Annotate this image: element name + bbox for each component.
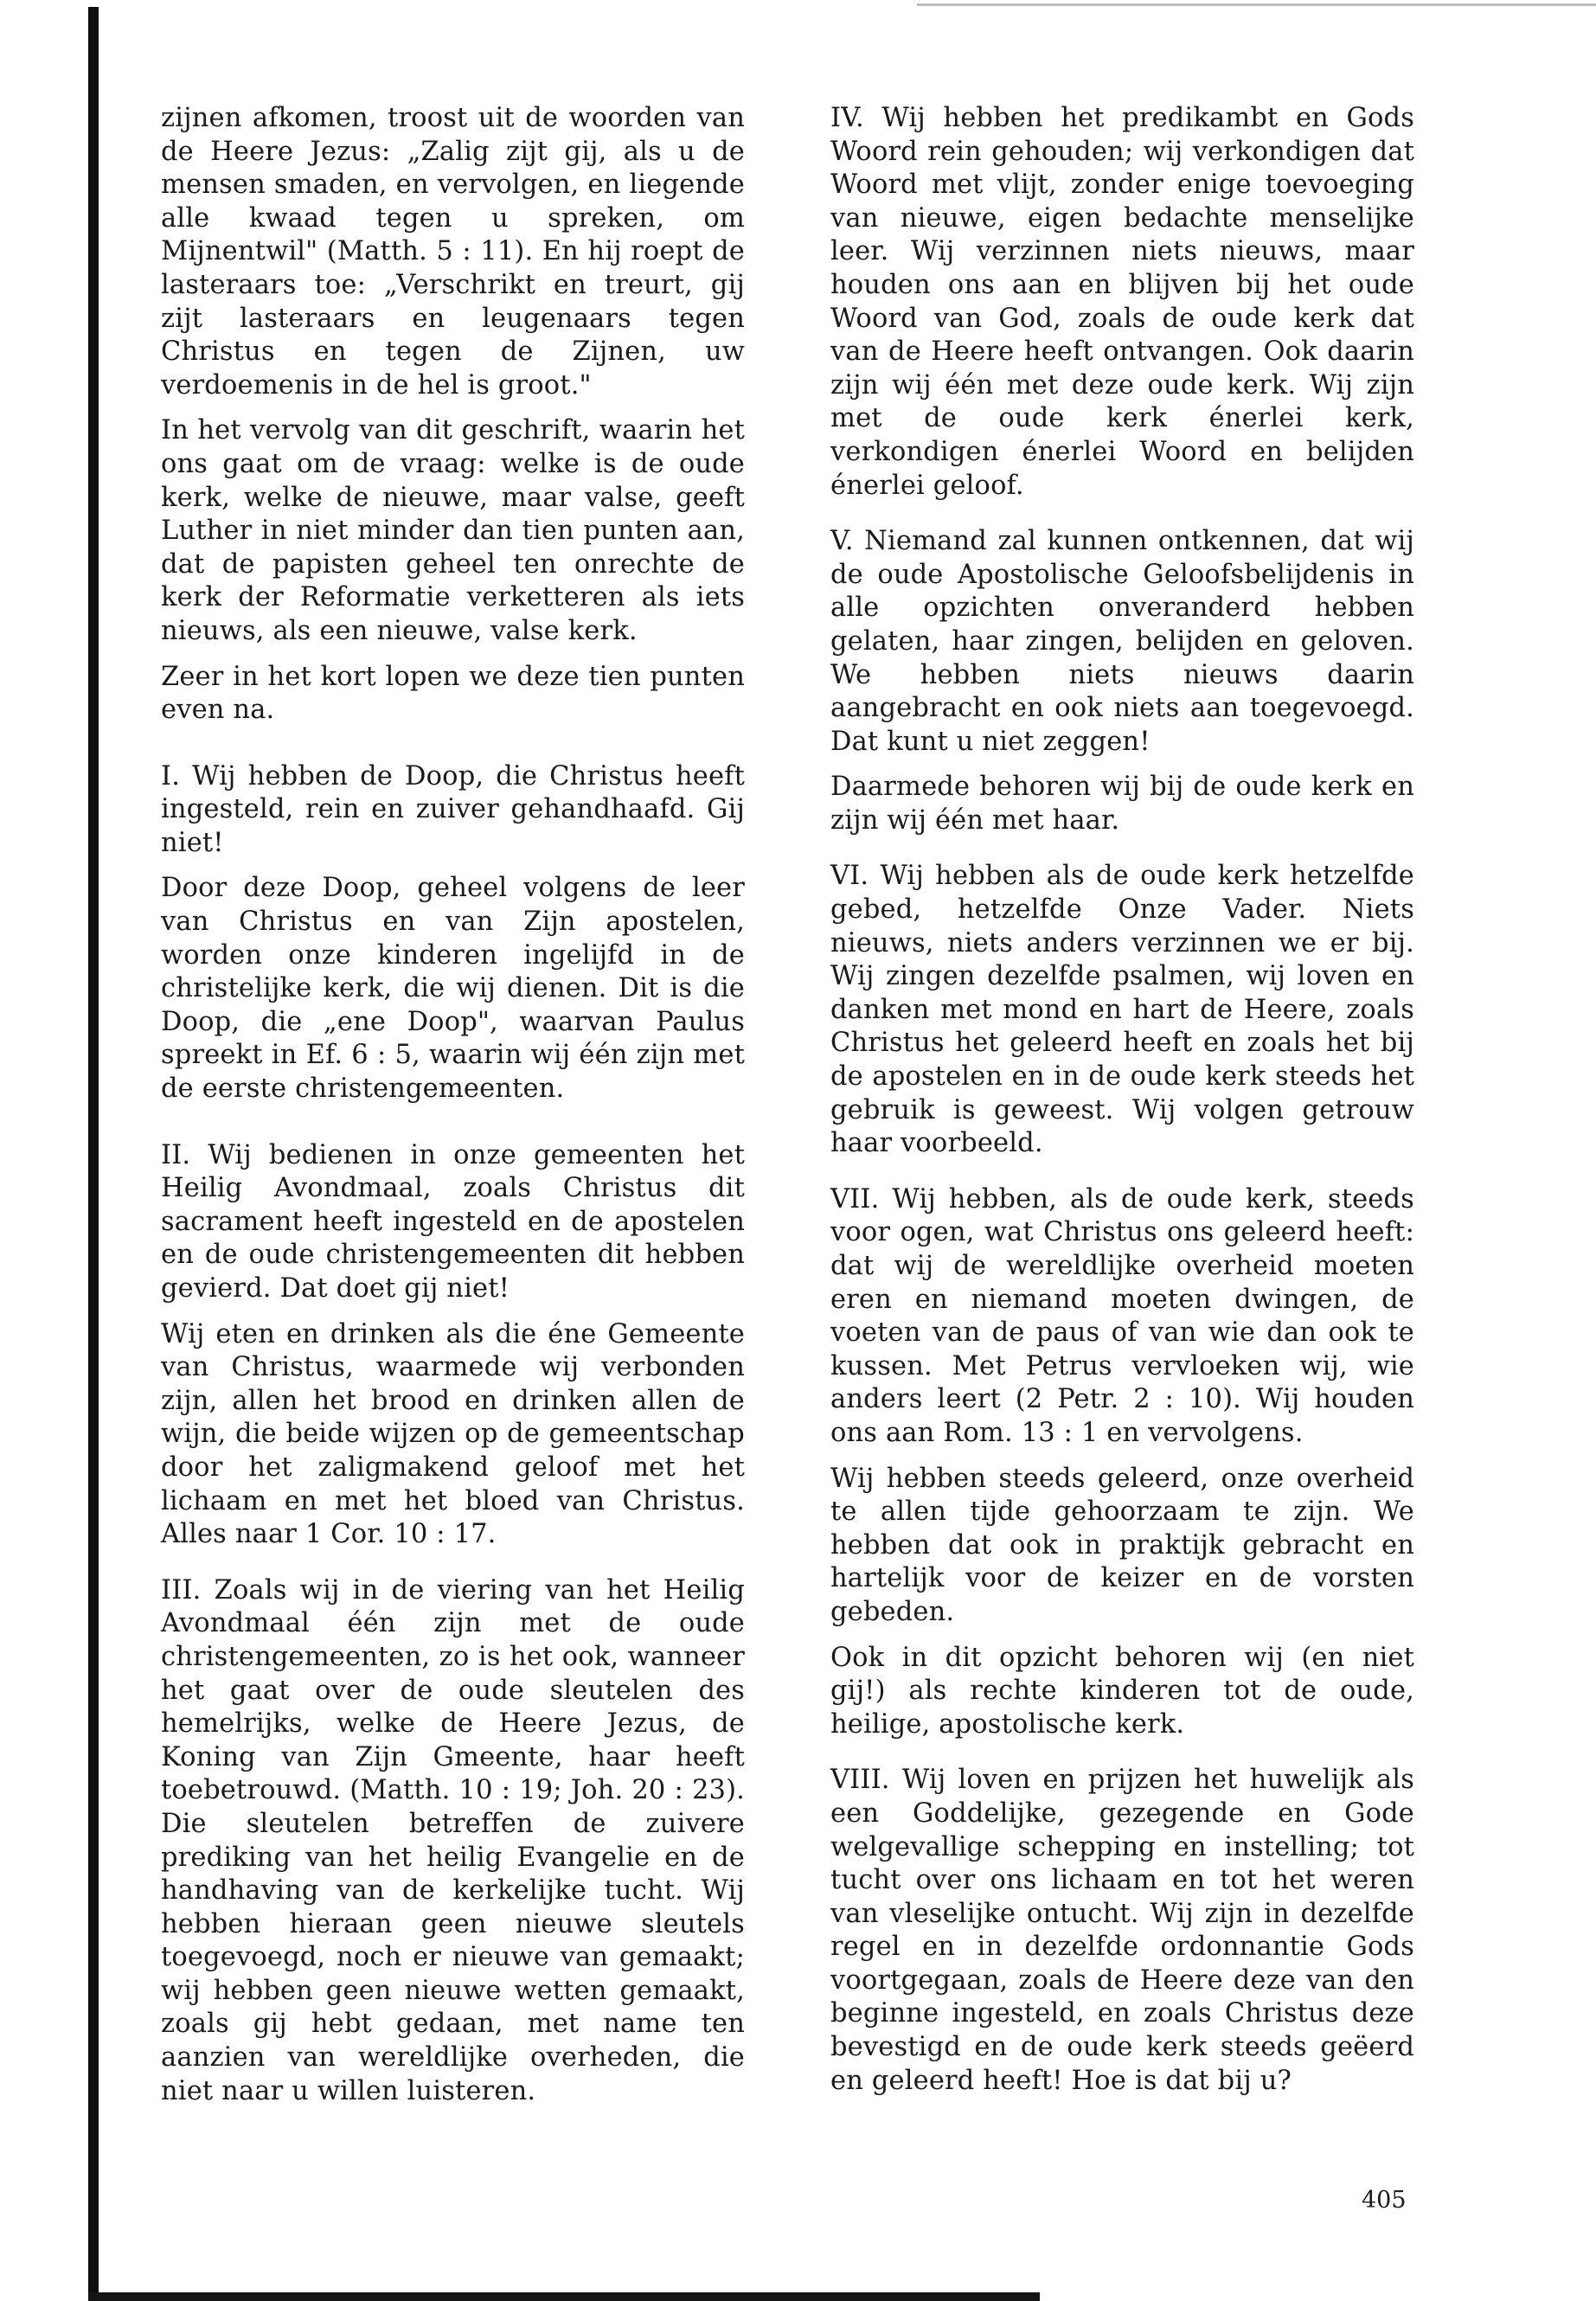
scan-border-top [917, 3, 1596, 6]
paragraph-left-2: In het vervolg van dit geschrift, waarin het ons gaat om de vraag: welke is de oude kerk, welke de nieuwe, maar valse, geeft Luther in niet minder dan tien punten aan, dat de papisten geheel ten onrechte de kerk der Reformatie verketteren als iets nieuws, als een nieuwe, valse kerk. [161, 415, 745, 646]
scan-border-left [88, 7, 99, 2301]
point-4: IV. Wij hebben het predikambt en Gods Woord rein gehouden; wij verkondigen dat Woord met vlijt, zonder enige toevoeging van nieuwe, eigen bedachte menselijke leer. Wij verzinnen niets nieuws, maar houden ons aan en blijven bij het oude Woord van God, zoals de oude kerk dat van de Heere heeft ontvangen. Ook daarin zijn wij één met deze oude kerk. Wij zijn met de oude kerk énerlei kerk, verkondigen énerlei Woord en belijden énerlei geloof. [830, 103, 1414, 501]
point-1-heading: I. Wij hebben de Doop, die Christus heeft ingesteld, rein en zuiver gehandhaafd. Gij niet! [161, 760, 745, 858]
left-column [161, 102, 745, 2120]
point-6: VI. Wij hebben als de oude kerk hetzelfde gebed, hetzelfde Onze Vader. Niets nieuws, niets anders verzinnen we er bij. Wij zingen dezelfde psalmen, wij loven en danken met mond en hart de Heere, zoals Christus het geleerd heeft en zoals het bij de apostelen en in de oude kerk steeds het gebruik is geweest. Wij volgen getrouw haar voorbeeld. [830, 861, 1414, 1159]
point-1-body: Door deze Doop, geheel volgens de leer van Christus en van Zijn apostelen, worden onze kinderen ingelijfd in de christelijke kerk, die wij dienen. Dit is die Doop, die „ene Doop", waarvan Paulus spreekt in Ef. 6 : 5, waarin wij één zijn met de eerste christengemeenten. [161, 873, 745, 1105]
point-5-body: Daarmede behoren wij bij de oude kerk en zijn wij één met haar. [830, 772, 1414, 836]
point-5-heading: V. Niemand zal kunnen ontkennen, dat wij de oude Apostolische Geloofsbelijdenis in alle opzichten onveranderd hebben gelaten, haar zingen, belijden en geloven. We hebben niets nieuws daarin aangebracht en ook niets aan toegevoegd. Dat kunt u niet zeggen! [830, 526, 1414, 757]
paragraph-left-1: zijnen afkomen, troost uit de woorden van de Heere Jezus: „Zalig zijt gij, als u de mensen smaden, en vervolgen, en liegende alle kwaad tegen u spreken, om Mijnentwil" (Matth. 5 : 11). En hij roept de lasteraars toe: „Verschrikt en treurt, gij zijt lasteraars en leugenaars tegen Christus en tegen de Zijnen, uw verdoemenis in de hel is groot." [161, 103, 745, 401]
paragraph-left-3: Zeer in het kort lopen we deze tien punten even na. [161, 661, 745, 726]
page-number: 405 [1362, 2187, 1407, 2214]
point-7-heading: VII. Wij hebben, als de oude kerk, steeds voor ogen, wat Christus ons geleerd heeft: dat wij de wereldlijke overheid moeten eren en niemand moeten dwingen, de voeten van de paus of van wie dan ook te kussen. Met Petrus vervloeken wij, wie anders leert (2 Petr. 2 : 10). Wij houden ons aan Rom. 13 : 1 en vervolgens. [830, 1183, 1414, 1448]
right-column [830, 102, 1414, 2110]
point-2-heading: II. Wij bedienen in onze gemeenten het Heilig Avondmaal, zoals Christus dit sacrament heeft ingesteld en de apostelen en de oude christengemeenten dit hebben gevierd. Dat doet gij niet! [161, 1139, 745, 1304]
scan-border-bottom [88, 2292, 1040, 2301]
point-7-body: Wij hebben steeds geleerd, onze overheid te allen tijde gehoorzaam te zijn. We hebben dat ook in praktijk gebracht en hartelijk voor de keizer en de vorsten gebeden. [830, 1463, 1414, 1627]
point-2-body: Wij eten en drinken als die éne Gemeente van Christus, waarmede wij verbonden zijn, allen het brood en drinken allen de wijn, die beide wijzen op de gemeentschap door het zaligmakend geloof met het lichaam en met het bloed van Christus. Alles naar 1 Cor. 10 : 17. [161, 1318, 745, 1550]
point-7-conclusion: Ook in dit opzicht behoren wij (en niet gij!) als rechte kinderen tot de oude, heilige, apostolische kerk. [830, 1642, 1414, 1740]
point-8: VIII. Wij loven en prijzen het huwelijk als een Goddelijke, gezegende en Gode welgevallige schepping en instelling; tot tucht over ons lichaam en tot het weren van vleselijke ontucht. Wij zijn in dezelfde regel en in dezelfde ordonnantie Gods voortgegaan, zoals de Heere deze van den beginne ingesteld, en zoals Christus deze bevestigd en de oude kerk steeds geëerd en geleerd heeft! Hoe is dat bij u? [830, 1765, 1414, 2096]
point-3: III. Zoals wij in de viering van het Heilig Avondmaal één zijn met de oude christengemeenten, zo is het ook, wanneer het gaat over de oude sleutelen des hemelrijks, welke de Heere Jezus, de Koning van Zijn Gmeente, haar heeft toebetrouwd. (Matth. 10 : 19; Joh. 20 : 23). Die sleutelen betreffen de zuivere prediking van het heilig Evangelie en de handhaving van de kerkelijke tucht. Wij hebben hieraan geen nieuwe sleutels toegevoegd, noch er nieuwe van gemaakt; wij hebben geen nieuwe wetten gemaakt, zoals gij hebt gedaan, met name ten aanzien van wereldlijke overheden, die niet naar u willen luisteren. [161, 1574, 745, 2106]
